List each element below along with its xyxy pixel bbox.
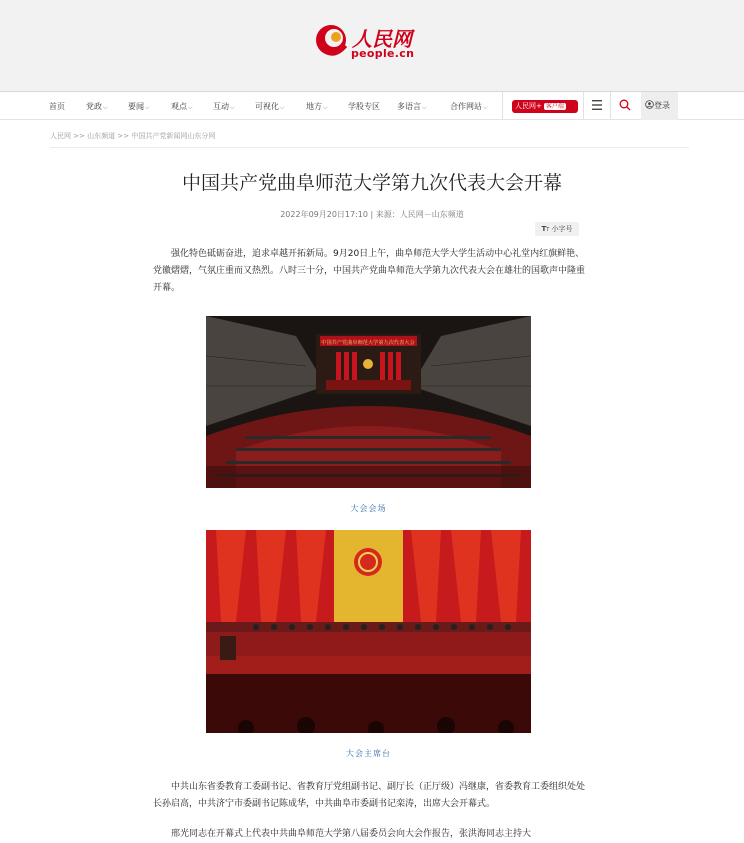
breadcrumb[interactable]: 人民网 >> 山东频道 >> 中国共产党新闻网山东分网 bbox=[50, 132, 216, 140]
nav-divider bbox=[502, 92, 503, 120]
menu-icon[interactable] bbox=[591, 98, 603, 112]
site-header bbox=[0, 0, 744, 91]
chevron-down-icon: ⌵ bbox=[280, 104, 285, 111]
logo-domain: people.cn bbox=[351, 47, 415, 60]
nav-item-partners[interactable]: 合作网站⌵ bbox=[450, 102, 488, 111]
presidium-photo bbox=[206, 530, 531, 733]
user-icon bbox=[645, 100, 654, 109]
chevron-down-icon: ⌵ bbox=[103, 104, 108, 111]
party-emblem-icon bbox=[363, 359, 373, 369]
nav-item-local[interactable]: 地方⌵ bbox=[306, 102, 328, 111]
photo-caption: 大会会场 bbox=[350, 504, 387, 513]
nav-item-study[interactable]: 学股专区 bbox=[348, 102, 380, 111]
breadcrumb-divider bbox=[50, 147, 689, 148]
logo-text: 人民网 bbox=[352, 27, 412, 51]
nav-item-home[interactable]: 首页 bbox=[49, 102, 65, 111]
chevron-down-icon: ⌵ bbox=[323, 104, 328, 111]
venue-banner-text: 中国共产党曲阜师范大学第九次代表大会 bbox=[321, 340, 415, 346]
text-size-icon: T bbox=[541, 225, 547, 233]
client-download-button[interactable]: 人民网+ 客户端 bbox=[512, 100, 578, 113]
nav-divider bbox=[610, 92, 611, 120]
nav-item-interaction[interactable]: 互动⌵ bbox=[213, 102, 235, 111]
nav-item-visual[interactable]: 可视化⌵ bbox=[255, 102, 285, 111]
nav-item-party[interactable]: 党政⌵ bbox=[86, 102, 108, 111]
article-paragraph: 强化特色砥砺奋进，追求卓越开拓新局。9月20日上午，曲阜师范大学大学生活动中心礼堂内红旗鲜艳、党徽熠熠，气氛庄重而又热烈。八时三十分，中国共产党曲阜师范大学第九次代表大会在雄壮的国歌声中隆重开幕。 bbox=[153, 249, 586, 293]
photo-caption: 大会主席台 bbox=[346, 749, 391, 758]
main-nav bbox=[0, 91, 744, 120]
article-meta: 2022年09月20日17:10 | 来源：人民网－山东频道 bbox=[280, 210, 464, 219]
article-paragraph: 邢光同志在开幕式上代表中共曲阜师范大学第八届委员会向大会作报告，张洪海同志主持大 bbox=[171, 829, 532, 839]
chevron-down-icon: ⌵ bbox=[188, 104, 193, 111]
chevron-down-icon: ⌵ bbox=[145, 104, 150, 111]
search-icon[interactable] bbox=[619, 99, 631, 111]
nav-item-news[interactable]: 要闻⌵ bbox=[128, 102, 150, 111]
chevron-down-icon: ⌵ bbox=[230, 104, 235, 111]
font-size-toggle[interactable]: TT 小字号 bbox=[535, 222, 579, 236]
chevron-down-icon: ⌵ bbox=[422, 104, 427, 111]
article-paragraph: 中共山东省委教育工委副书记、省教育厅党组副书记、副厅长（正厅级）冯继康，省委教育工委组织处处长孙启高，中共济宁市委副书记陈成华，中共曲阜市委副书记栾涛，出席大会开幕式。 bbox=[153, 782, 586, 809]
nav-item-opinion[interactable]: 观点⌵ bbox=[171, 102, 193, 111]
nav-item-languages[interactable]: 多语言⌵ bbox=[397, 102, 427, 111]
nav-divider bbox=[583, 92, 584, 120]
chevron-down-icon: ⌵ bbox=[483, 104, 488, 111]
login-button[interactable]: 登录 bbox=[641, 92, 678, 120]
article-title: 中国共产党曲阜师范大学第九次代表大会开幕 bbox=[181, 172, 562, 194]
venue-photo bbox=[206, 316, 531, 488]
